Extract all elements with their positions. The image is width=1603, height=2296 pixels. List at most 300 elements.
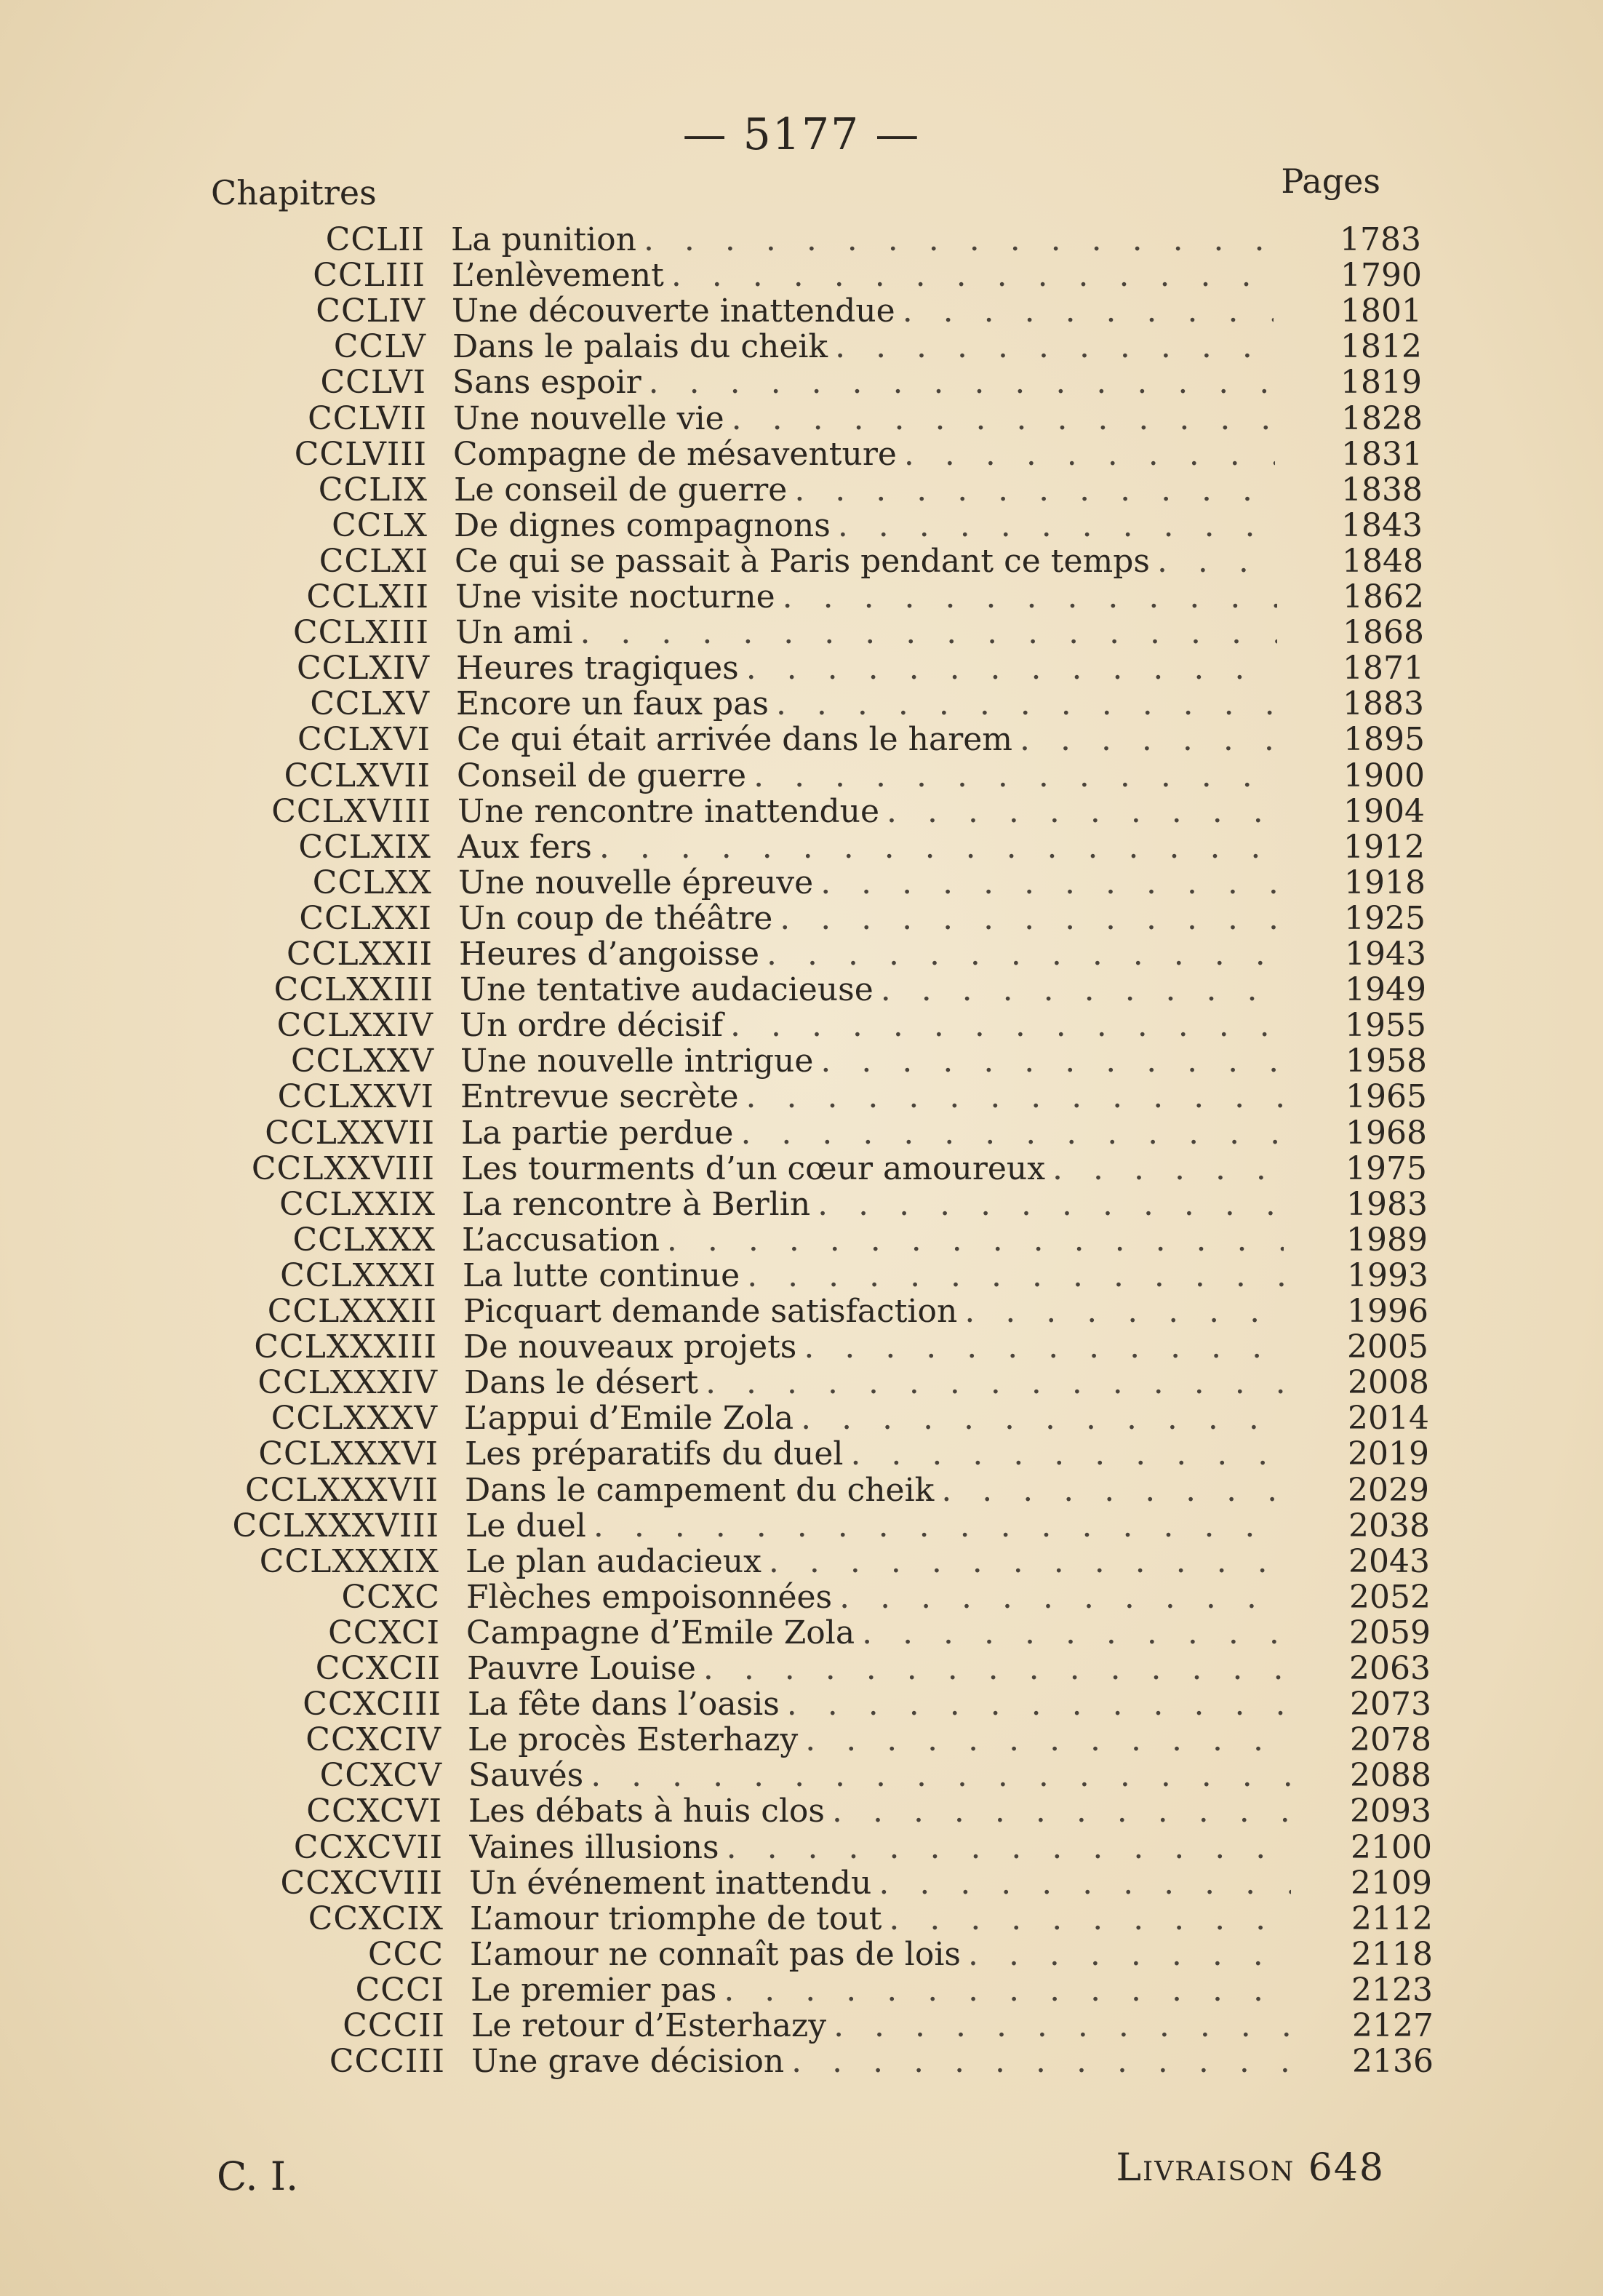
chapter-numeral: CCLIX [318,471,428,509]
chapter-title [458,901,1280,936]
chapter-page: 2100 [1351,1828,1432,1866]
chapter-title [454,472,1276,508]
chapter-page: 1843 [1341,506,1423,544]
dot-leader [832,1793,1290,1829]
chapter-title-text: Conseil de guerre [457,757,747,794]
page-number: — 5177 — [682,109,921,160]
toc-row [0,1901,1603,1937]
chapter-title-text: L’amour ne connaît pas de lois [470,1936,961,1972]
chapter-numeral: CCXCV [319,1757,442,1795]
chapter-numeral: CCLXXVI [277,1078,434,1116]
chapter-title-text: Une nouvelle intrigue [460,1043,814,1080]
toc-row [0,1722,1603,1758]
chapter-page: 2059 [1349,1614,1431,1651]
chapter-numeral: CCXCVII [293,1828,443,1866]
chapter-title-text: Un ordre décisif [460,1008,724,1044]
chapter-numeral: CCCIII [329,2043,445,2081]
chapter-page: 1868 [1343,614,1424,652]
chapter-title [457,794,1279,829]
chapter-title [456,686,1278,722]
dot-leader [834,2008,1293,2044]
chapter-page: 1904 [1343,792,1425,830]
chapter-title [452,329,1274,364]
toc-row [0,1793,1603,1829]
chapter-numeral: CCLXV [310,685,430,723]
dot-leader [964,1294,1285,1329]
chapter-title [463,1329,1285,1365]
chapter-page: 2093 [1350,1793,1431,1830]
chapter-title [453,401,1275,437]
dot-leader [732,401,1275,437]
chapter-numeral: CCXCI [328,1614,440,1651]
chapter-page: 1918 [1344,864,1426,901]
chapter-title [471,2008,1293,2044]
chapter-title [455,543,1276,579]
chapter-title [457,722,1279,757]
chapter-numeral: CCLII [325,221,425,258]
toc-row [0,972,1603,1008]
chapter-page: 1895 [1343,721,1425,759]
chapter-numeral: CCLVIII [294,435,427,473]
chapter-page: 2118 [1351,1935,1433,1973]
chapter-page: 1943 [1345,936,1426,973]
chapter-page: 2008 [1348,1364,1429,1402]
chapter-page: 1862 [1343,578,1424,615]
dot-leader [791,2044,1293,2079]
chapter-title [460,1079,1282,1115]
dot-leader [705,1365,1286,1400]
chapter-page: 2019 [1348,1435,1429,1473]
dot-leader [881,972,1282,1008]
chapter-title-text: Compagne de mésaventure [453,436,897,472]
toc-row [0,437,1603,472]
chapter-title-text: Le retour d’Esterhazy [471,2008,827,2044]
dot-leader [805,1722,1290,1758]
toc-row [0,1151,1603,1187]
chapter-numeral: CCCII [343,2007,445,2044]
chapter-numeral: CCXCII [315,1650,441,1687]
chapter-page: 2043 [1348,1542,1430,1580]
toc-row [0,1579,1603,1615]
toc-row [0,2008,1603,2044]
chapter-title [460,1043,1282,1079]
chapter-title [457,758,1279,794]
chapter-page: 1996 [1347,1293,1428,1330]
chapter-title-text: Campagne d’Emile Zola [466,1614,855,1651]
chapter-title [469,1830,1291,1865]
chapter-title-text: Flèches empoisonnées [466,1579,833,1615]
chapter-title-text: Une visite nocturne [455,579,775,615]
dot-leader [1020,722,1279,757]
toc-row [0,1400,1603,1436]
chapter-title [466,1579,1288,1615]
toc-row [0,1222,1603,1258]
chapter-page: 2073 [1350,1686,1431,1723]
chapter-title [463,1258,1284,1294]
chapter-title-text: Les préparatifs du duel [465,1436,844,1472]
dot-leader [740,1115,1283,1151]
chapter-title [452,293,1274,329]
toc-row [0,615,1603,650]
chapter-page: 1871 [1343,650,1424,687]
chapter-numeral: CCLXXXII [267,1293,437,1330]
chapter-title-text: Un événement inattendu [469,1865,872,1901]
chapter-title [468,1686,1290,1722]
dot-leader [787,1686,1290,1722]
toc-row [0,758,1603,794]
chapter-page: 2127 [1352,2007,1434,2044]
dot-leader [783,579,1277,615]
chapter-page: 2136 [1352,2043,1434,2081]
toc-row [0,1830,1603,1865]
chapter-title-text: Les débats à huis clos [468,1793,825,1830]
chapter-title-text: Une nouvelle épreuve [458,864,814,901]
chapter-title-text: Une grave décision [471,2044,785,2080]
toc-row [0,329,1603,364]
chapter-title [462,1187,1284,1222]
dot-leader [820,1043,1282,1079]
chapter-numeral: CCLXXIX [279,1185,436,1223]
chapter-numeral: CCLXIX [298,828,431,866]
dot-leader [794,472,1276,508]
chapter-title-text: Une tentative audacieuse [460,972,874,1008]
chapter-title-text: L’accusation [462,1221,660,1258]
chapter-title [464,1365,1286,1400]
dot-leader [746,1079,1283,1115]
toc-row [0,1615,1603,1651]
toc-row [0,364,1603,400]
chapter-numeral: CCXCIX [308,1900,444,1937]
chapter-page: 1819 [1340,364,1422,402]
chapter-page: 1838 [1341,471,1423,509]
chapter-title-text: Picquart demande satisfaction [463,1294,958,1329]
chapter-title [470,1901,1292,1937]
chapter-page: 1900 [1343,757,1425,794]
chapter-numeral: CCLIV [316,292,425,330]
toc-row [0,794,1603,829]
chapter-title-text: Le conseil de guerre [454,471,788,508]
chapter-title-text: L’amour triomphe de tout [470,1900,882,1937]
chapter-page: 1993 [1347,1256,1428,1294]
chapter-title-text: Le premier pas [471,1972,717,2008]
toc-row [0,1544,1603,1579]
dot-leader [941,1472,1287,1508]
chapter-title-text: De nouveaux projets [463,1329,797,1366]
toc-row [0,1294,1603,1329]
chapter-title-text: Ce qui se passait à Paris pendant ce temps [455,543,1150,579]
dot-leader [671,258,1274,293]
chapter-title [464,1400,1286,1436]
chapter-title [469,1865,1291,1901]
toc-row [0,1187,1603,1222]
chapter-page: 1783 [1340,221,1421,258]
toc-row [0,650,1603,686]
chapter-page: 2112 [1351,1900,1433,1937]
toc-row [0,1972,1603,2008]
dot-leader [838,508,1276,543]
toc-row [0,1686,1603,1722]
chapter-title [458,865,1280,901]
chapter-title [465,1472,1287,1508]
chapter-page: 1958 [1346,1043,1427,1080]
chapter-title [465,1508,1287,1544]
chapter-page: 2038 [1348,1507,1430,1544]
chapter-page: 1949 [1345,971,1426,1009]
toc-row [0,1508,1603,1544]
chapters-column-label: Chapitres [211,173,377,212]
dot-leader [839,1579,1288,1615]
toc-row [0,1472,1603,1508]
chapter-page: 1812 [1340,328,1422,366]
toc-row [0,1758,1603,1793]
chapter-numeral: CCLXXIII [273,971,433,1009]
toc-row [0,1329,1603,1365]
chapter-numeral: CCXCVI [306,1793,442,1830]
toc-row [0,1008,1603,1043]
chapter-page: 1883 [1343,685,1424,723]
footer-livraison: Livraison 648 [1116,2146,1385,2190]
dot-leader [820,865,1280,901]
toc-row [0,865,1603,901]
chapter-title-text: Une rencontre inattendue [457,793,879,829]
chapter-title [460,1008,1282,1043]
chapter-page: 2029 [1348,1471,1429,1509]
dot-leader [727,1830,1291,1865]
dot-leader [887,794,1279,829]
chapter-title [471,1972,1292,2008]
chapter-numeral: CCLXXVIII [251,1149,435,1187]
dot-leader [850,1436,1287,1472]
chapter-title [455,579,1277,615]
dot-leader [879,1865,1291,1901]
toc-row [0,1365,1603,1400]
toc-row [0,579,1603,615]
chapter-title-text: Encore un faux pas [456,686,769,722]
dot-leader [644,222,1273,258]
chapter-numeral: CCLXII [306,578,429,615]
chapter-numeral: CCLXXXIV [257,1364,438,1402]
chapter-page: 1965 [1346,1078,1427,1116]
chapter-title-text: Heures d’angoisse [459,936,760,972]
chapter-title-text: Dans le désert [464,1365,699,1401]
dot-leader [862,1615,1288,1651]
toc-row [0,1079,1603,1115]
dot-leader [580,615,1277,650]
chapter-title [471,2044,1293,2079]
dot-leader [746,650,1278,686]
dot-leader [753,758,1279,794]
toc-row [0,1043,1603,1079]
chapter-title-text: Dans le campement du cheik [465,1472,935,1508]
chapter-numeral: CCLVII [308,399,427,437]
footer-signature: C. I. [217,2153,299,2199]
dot-leader [1052,1151,1283,1187]
toc-row [0,2044,1603,2079]
chapter-title [461,1115,1283,1151]
toc-row [0,901,1603,936]
dot-leader [1157,543,1276,579]
chapter-title [461,1151,1283,1187]
dot-leader [801,1400,1286,1436]
chapter-numeral: CCLVI [320,364,426,402]
dot-leader [968,1937,1292,1972]
chapter-numeral: CCLXXXV [271,1400,438,1438]
toc-row [0,1115,1603,1151]
toc-row [0,1651,1603,1686]
chapter-page: 1801 [1340,292,1422,330]
chapter-numeral: CCXCIII [303,1686,441,1723]
chapter-numeral: CCLXVII [284,757,431,794]
toc-row [0,1436,1603,1472]
chapter-title-text: Un ami [455,615,573,651]
chapter-numeral: CCLXXI [299,899,432,937]
chapter-numeral: CCCI [355,1971,444,2009]
chapter-page: 2088 [1350,1757,1431,1795]
chapter-title [467,1651,1289,1686]
chapter-title [463,1294,1285,1329]
chapter-numeral: CCLXXX [292,1221,436,1259]
chapter-title-text: La fête dans l’oasis [468,1686,780,1723]
dot-leader [889,1901,1292,1937]
toc-row [0,401,1603,437]
toc-row [0,1258,1603,1294]
chapter-numeral: CCLXXXI [280,1256,436,1294]
chapter-title [452,364,1274,400]
chapter-title-text: Dans le palais du cheik [452,329,828,365]
dot-leader [593,1508,1287,1544]
chapter-numeral: CCLXVIII [271,792,431,830]
chapter-numeral: CCC [368,1935,444,1973]
chapter-numeral: CCXCVIII [280,1864,443,1902]
chapter-numeral: CCXCIV [305,1721,441,1759]
chapter-title-text: Entrevue secrète [460,1079,739,1115]
chapter-numeral: CCLX [332,506,428,544]
chapter-title-text: La partie perdue [461,1115,734,1151]
dot-leader [724,1972,1292,2008]
chapter-page: 1925 [1344,899,1426,937]
toc-row [0,222,1603,258]
toc-row [0,686,1603,722]
chapter-page: 1831 [1341,435,1423,473]
chapter-title [466,1615,1288,1651]
chapter-numeral: CCLXXIV [276,1007,433,1045]
dot-leader [599,829,1279,865]
chapter-page: 2109 [1351,1864,1432,1902]
chapter-numeral: CCLXX [312,864,432,901]
chapter-title-text: La lutte continue [463,1257,740,1294]
chapter-numeral: CCLXXXVIII [232,1507,439,1544]
chapter-title-text: Aux fers [457,829,592,865]
chapter-page: 1975 [1346,1149,1427,1187]
chapter-numeral: CCLIII [313,257,425,295]
toc-row [0,258,1603,293]
chapter-numeral: CCLXXXIX [259,1542,439,1580]
chapter-numeral: CCXC [341,1578,440,1616]
chapter-page: 2078 [1350,1721,1431,1759]
chapter-title [454,508,1276,543]
chapter-page: 2123 [1351,1971,1433,2009]
chapter-title-text: Heures tragiques [456,650,739,687]
chapter-page: 2014 [1348,1400,1429,1438]
toc-row [0,722,1603,757]
chapter-title-text: L’enlèvement [452,258,664,294]
chapter-page: 1848 [1342,542,1423,580]
chapter-numeral: CCLXXII [287,936,433,973]
chapter-title [468,1758,1290,1793]
pages-column-label: Pages [1281,162,1380,201]
toc-row [0,936,1603,972]
chapter-title-text: Un coup de théâtre [458,900,773,936]
chapter-title [470,1937,1292,1972]
dot-leader [804,1329,1285,1365]
dot-leader [818,1187,1284,1222]
dot-leader [767,936,1281,972]
chapter-page: 1828 [1341,399,1423,437]
chapter-title [453,437,1275,472]
chapter-page: 2063 [1349,1650,1431,1687]
chapter-title [460,972,1282,1008]
chapter-title-text: Sauvés [468,1758,584,1794]
toc-row [0,543,1603,579]
chapter-numeral: CCLXXVII [265,1114,435,1152]
chapter-numeral: CCLXXXIII [254,1328,437,1366]
toc-row [0,508,1603,543]
toc-row [0,1865,1603,1901]
chapter-title [462,1222,1284,1258]
chapter-title-text: Le procès Esterhazy [468,1722,799,1758]
toc-row [0,1937,1603,1972]
toc-row [0,293,1603,329]
chapter-numeral: CCLXXV [291,1043,434,1080]
chapter-title [452,258,1274,293]
toc-row [0,829,1603,865]
chapter-title-text: Sans espoir [452,364,641,401]
dot-leader [703,1651,1289,1686]
chapter-title-text: De dignes compagnons [454,507,831,543]
dot-leader [903,293,1274,329]
dot-leader [780,901,1280,936]
toc-row [0,472,1603,508]
chapter-numeral: CCLXXXVI [258,1435,439,1473]
chapter-page: 1955 [1345,1007,1426,1045]
chapter-title-text: Une découverte inattendue [452,293,895,330]
chapter-title-text: Vaines illusions [469,1829,719,1865]
chapter-title-text: Le plan audacieux [465,1543,761,1579]
chapter-title-text: La punition [451,222,636,258]
dot-leader [776,686,1278,722]
chapter-title-text: L’appui d’Emile Zola [464,1400,794,1437]
chapter-page: 1968 [1346,1114,1427,1152]
dot-leader [747,1258,1284,1294]
chapter-title [468,1722,1290,1758]
chapter-page: 1989 [1346,1221,1428,1259]
chapter-numeral: CCLXVI [297,721,431,759]
chapter-numeral: CCLXIII [292,614,429,652]
dot-leader [904,437,1275,472]
chapter-title-text: La rencontre à Berlin [462,1186,811,1222]
chapter-numeral: CCLXIV [296,650,430,687]
chapter-title-text: Ce qui était arrivée dans le harem [457,722,1013,758]
dot-leader [667,1222,1284,1258]
chapter-title [465,1544,1287,1579]
dot-leader [769,1544,1287,1579]
chapter-page: 1912 [1343,828,1425,866]
chapter-title [468,1793,1290,1829]
chapter-title [457,829,1279,865]
chapter-page: 2005 [1347,1328,1428,1366]
dot-leader [649,364,1274,400]
chapter-title [455,615,1277,650]
